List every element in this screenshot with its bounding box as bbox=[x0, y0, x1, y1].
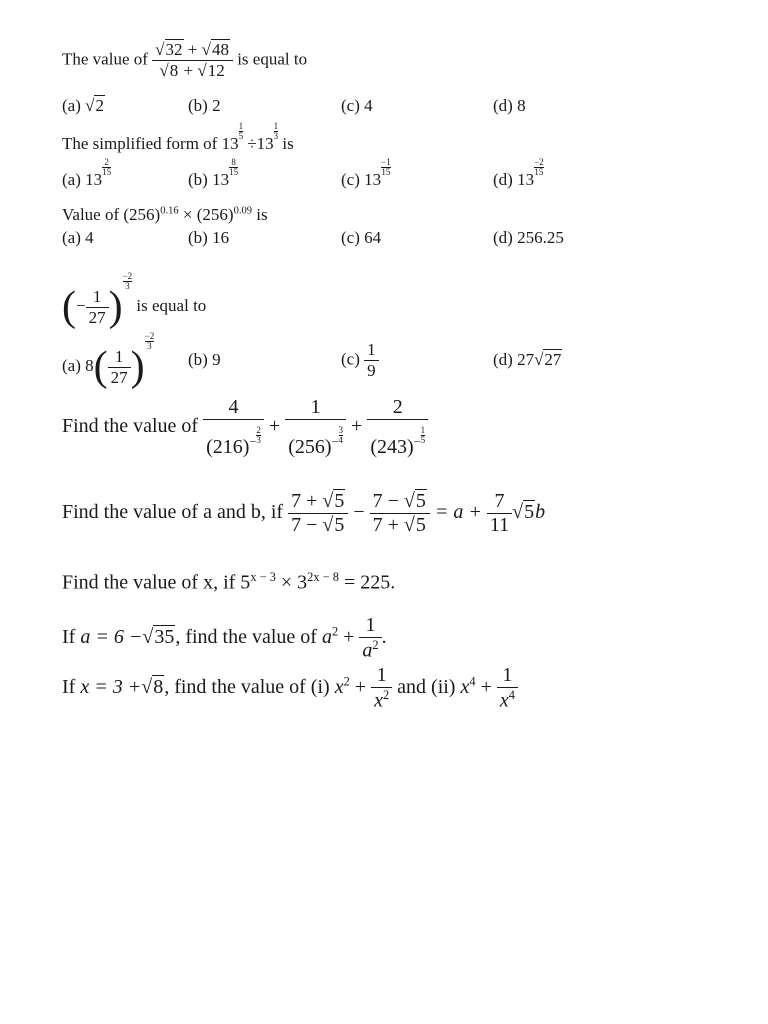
q9-fraction-2: $\frac{1}{x^4}$ bbox=[497, 664, 518, 713]
question-5: Find the value of 4 (216)− $\frac{2}{3}$ + 1 (256)− $\frac{3}{4}$ + 2 (243)− $\frac{1}{5}$ bbox=[62, 396, 428, 459]
question-3: Value of $(256)^{0.16} \times (256)^{0.09}$ is bbox=[62, 205, 268, 224]
q1-prefix: The value of bbox=[62, 49, 148, 69]
q2-exp1: $\frac{1}{5}$ bbox=[238, 121, 244, 141]
q4-options bbox=[62, 331, 722, 391]
q1-suffix: is equal to bbox=[237, 49, 308, 69]
q4-exponent: $\frac{-2}{3}$ bbox=[122, 271, 133, 291]
q6-fraction-2: $\frac{7 - √5}{7 + √5}$ bbox=[370, 490, 430, 537]
q1-option-a: (a) √2 bbox=[62, 96, 104, 115]
question-4: (− $\frac{1}{27}$ ) $\frac{-2}{3}$ is equal to bbox=[62, 271, 207, 331]
q2-option-b: (b) 13 $\frac{8}{15}$ bbox=[188, 157, 239, 189]
q3-option-d: (d) 256.25 bbox=[493, 228, 564, 247]
question-2: The simplified form of 13 $\frac{1}{5}$ ÷13 $\frac{1}{3}$ is bbox=[62, 121, 294, 153]
q4-option-a: (a) 8( $\frac{1}{27}$ ) $\frac{-2}{3}$ bbox=[62, 331, 155, 391]
q1-option-c: (c) 4 bbox=[341, 96, 373, 115]
q8-fraction: $\frac{1}{a^2}$ bbox=[359, 614, 381, 663]
q3-option-a: (a) 4 bbox=[62, 228, 94, 247]
q1-options bbox=[62, 96, 722, 122]
q2-option-a: (a) 13 $\frac{2}{15}$ bbox=[62, 157, 112, 189]
q5-term-1: 4 (216)− $\frac{2}{3}$ bbox=[203, 396, 264, 459]
q6-fraction-1: $\frac{7 + √5}{7 - √5}$ bbox=[288, 490, 348, 537]
question-7: Find the value of x, if $5^{x - 3} \times 3^{2x - 8} = 225$. bbox=[62, 570, 396, 594]
q2-exp2: $\frac{1}{3}$ bbox=[273, 121, 279, 141]
question-9: If x = 3 +√8, find the value of (i) $x^2$ + $\frac{1}{x^2}$ and (ii) $x^4$ + $\frac{1}{x^4}$ bbox=[62, 664, 518, 713]
question-8: If a = 6 −√35, find the value of $a^2$ + $\frac{1}{a^2}$ . bbox=[62, 614, 387, 662]
q5-term-2: 1 (256)− $\frac{3}{4}$ bbox=[285, 396, 346, 459]
question-1 bbox=[62, 40, 307, 81]
q2-option-c: (c) 13 $\frac{-1}{15}$ bbox=[341, 157, 391, 189]
q1-option-b: (b) 2 bbox=[188, 96, 221, 115]
q3-option-c: (c) 64 bbox=[341, 228, 382, 247]
q1-fraction: $\frac{√32 + √48}{√8 + √12}$ bbox=[152, 40, 233, 81]
q4-option-b: (b) 9 bbox=[188, 350, 221, 369]
q2-option-d: (d) 13 $\frac{-2}{15}$ bbox=[493, 157, 544, 189]
q4-option-c: (c) $\frac{1}{9}$ bbox=[341, 340, 379, 381]
question-6: Find the value of a and b, if $\frac{7 + √5}{7 - √5}$ − $\frac{7 - √5}{7 + √5}$ = a + $\frac{7}{11}$ √5b bbox=[62, 490, 546, 536]
q9-fraction-1: $\frac{1}{x^2}$ bbox=[371, 664, 392, 713]
q4-fraction: $\frac{1}{27}$ bbox=[86, 287, 109, 328]
q3-options bbox=[62, 228, 722, 254]
q2-options bbox=[62, 157, 722, 189]
q1-option-d: (d) 8 bbox=[493, 96, 526, 115]
q3-option-b: (b) 16 bbox=[188, 228, 230, 247]
q6-fraction-3: $\frac{7}{11}$ bbox=[487, 490, 512, 537]
q4-option-d: (d) 27√27 bbox=[493, 350, 562, 369]
q5-term-3: 2 (243)− $\frac{1}{5}$ bbox=[367, 396, 428, 459]
